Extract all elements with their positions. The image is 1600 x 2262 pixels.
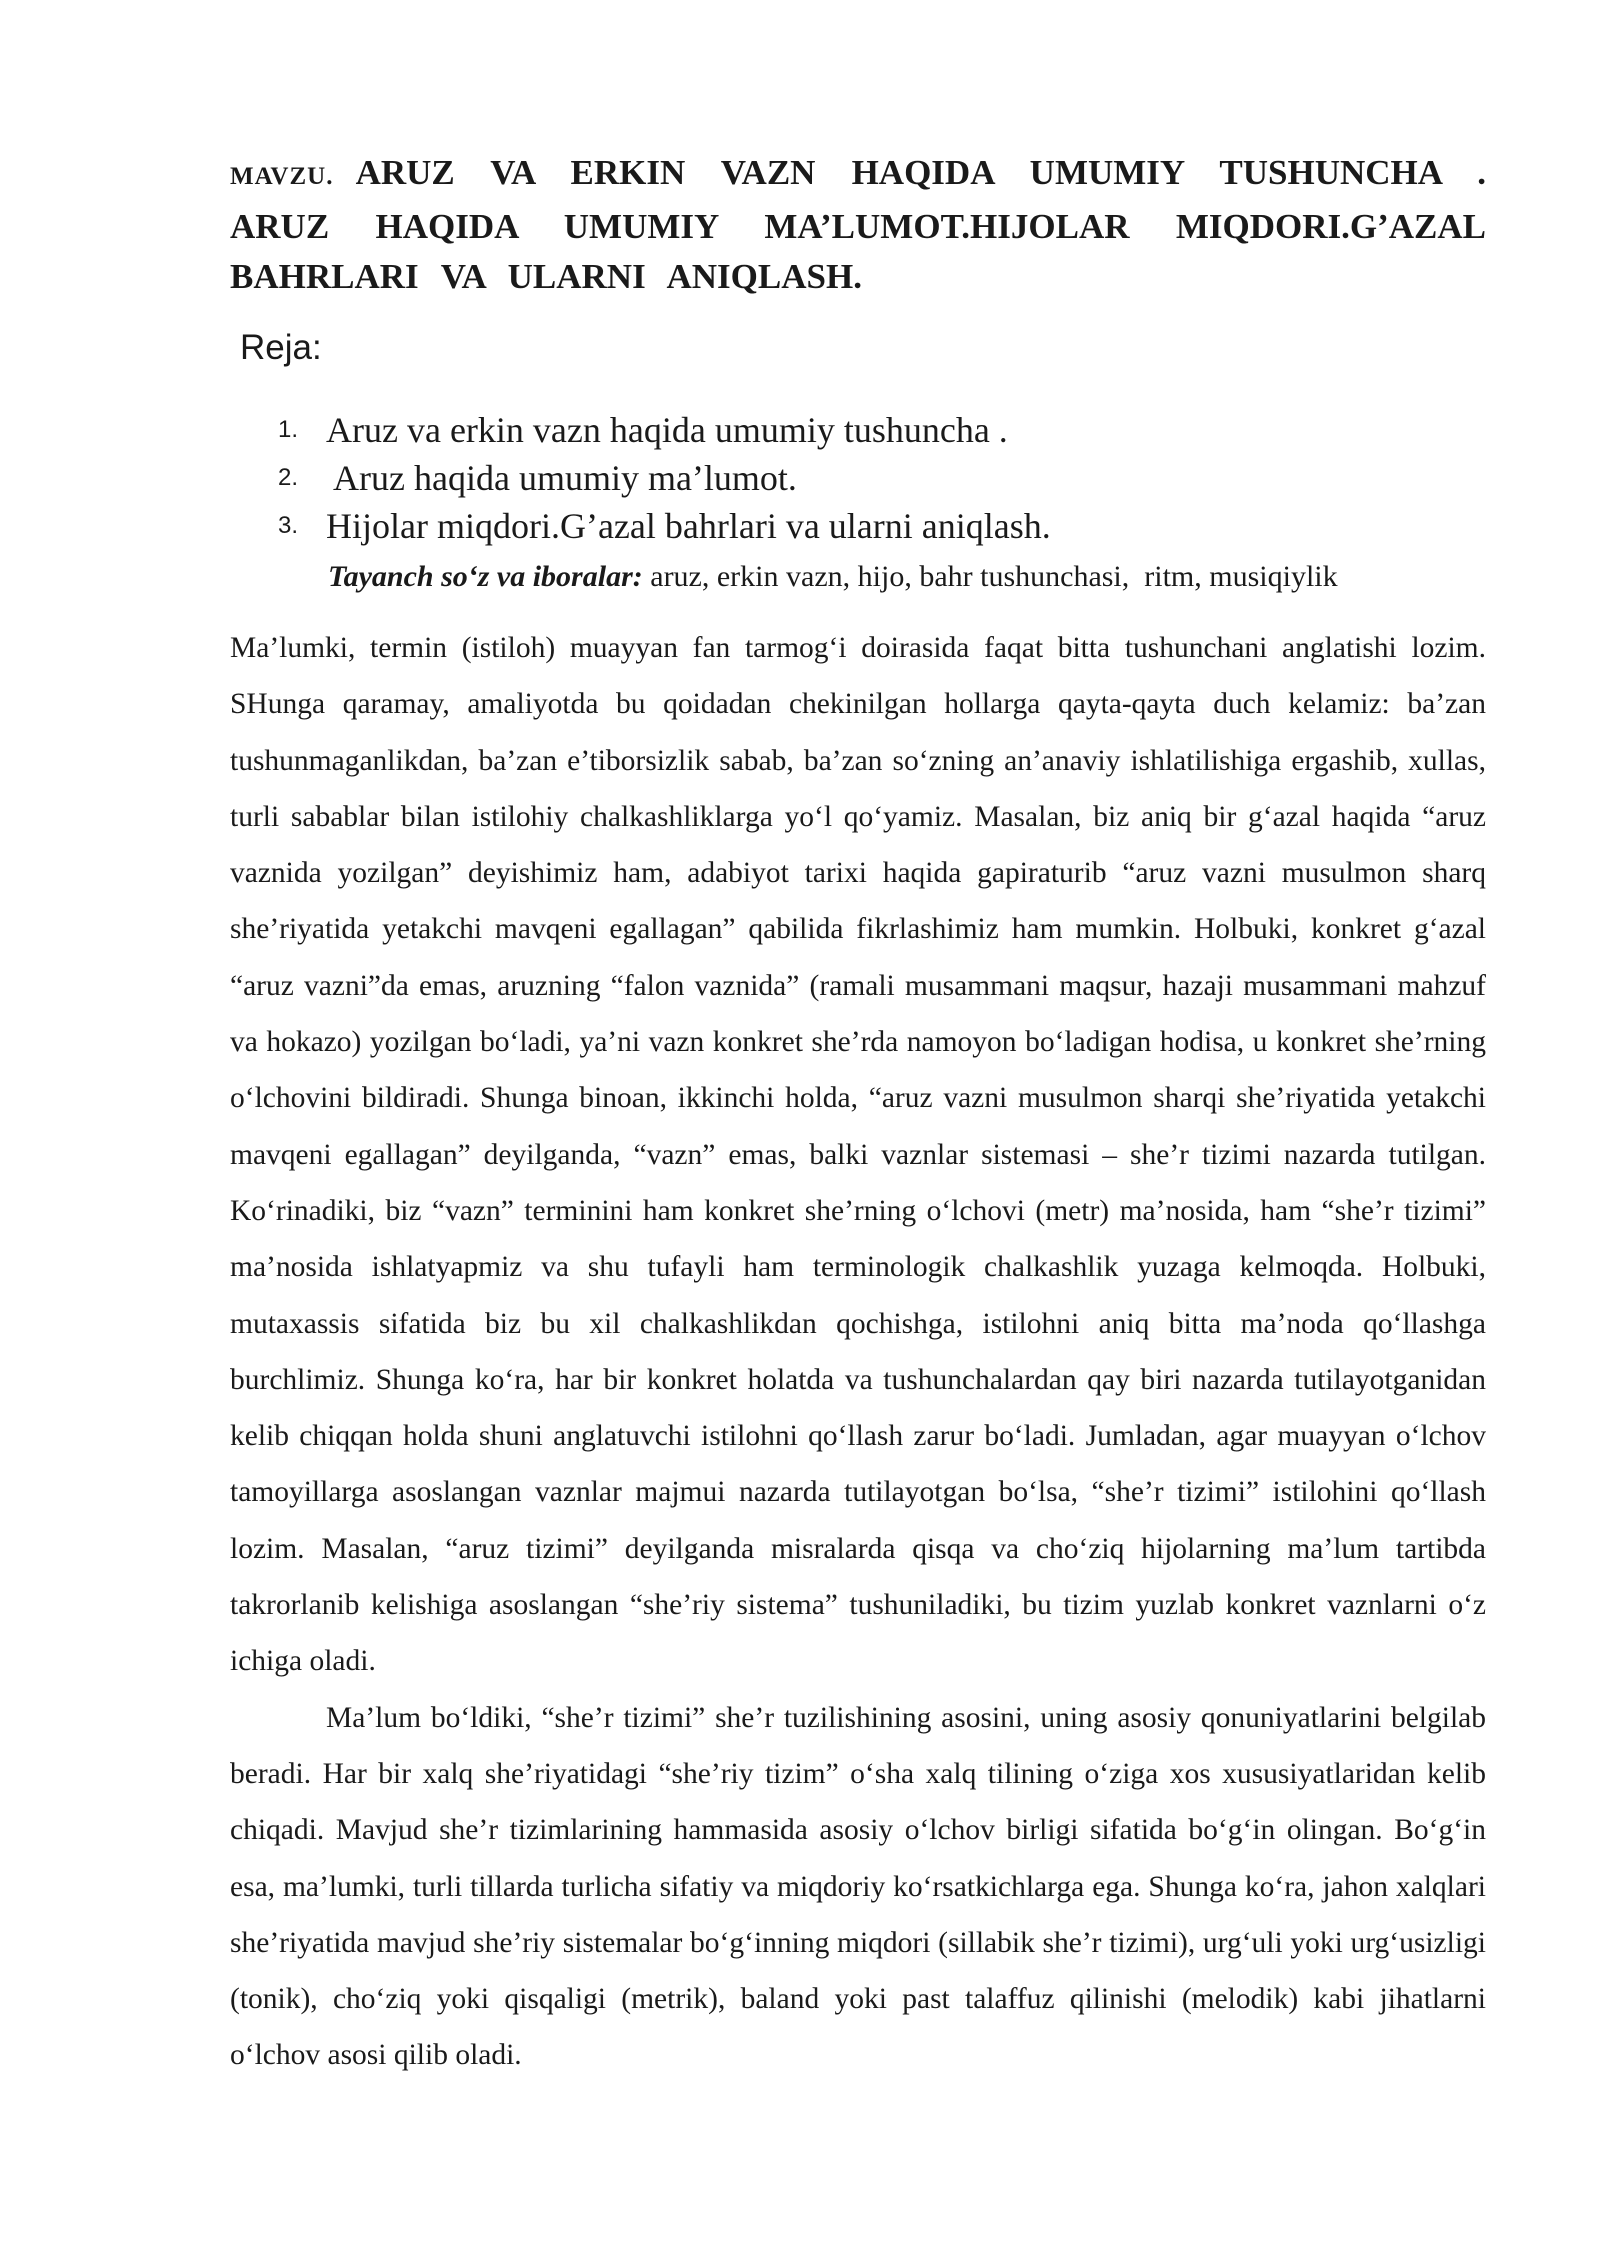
plan-item-number: 3. [278,512,299,539]
title-text: ARUZ VA ERKIN VAZN HAQIDA UMUMIY TUSHUNCHA . ARUZ HAQIDA UMUMIY MA’LUMOT.HIJOLAR MIQDORI.G’AZAL BAHRLARI VA ULARNI ANIQLASH. [230,153,1486,296]
plan-item-text: Aruz va erkin vazn haqida umumiy tushuncha . [326,410,1008,450]
plan-item-text: Aruz haqida umumiy ma’lumot. [326,458,797,498]
keywords-text: aruz, erkin vazn, hijo, bahr tushunchasi, ritm, musiqiylik [642,560,1338,593]
plan-item-text: Hijolar miqdori.G’azal bahrlari va ularni aniqlash. [326,506,1051,546]
body-text [230,620,1486,2084]
plan-heading: Reja: [240,328,322,367]
plan-item-number: 2. [278,464,299,491]
paragraph: Ma’lumki, termin (istiloh) muayyan fan tarmog‘i doirasida faqat bitta tushunchani anglatishi lozim. SHunga qaramay, amaliyotda bu qoidadan chekinilgan hollarga qayta-qayta duch kelamiz: ba’zan tushunmaganlikdan, ba’zan e’tiborsizlik sabab, ba’zan so‘zning an’anaviy ishlatilishiga ergashib, xullas, turli sabablar bilan istilohiy chalkashliklarga yo‘l qo‘yamiz. Masalan, biz aniq bir g‘azal haqida “aruz vaznida yozilgan” deyishimiz ham, adabiyot tarixi haqida gapiraturib “aruz vazni musulmon sharq she’riyatida yetakchi mavqeni egallagan” qabilida fikrlashimiz ham mumkin. Holbuki, konkret g‘azal “aruz vazni”da emas, aruzning “falon vaznida” (ramali musammani maqsur, hazaji musammani mahzuf va hokazo) yozilgan bo‘ladi, ya’ni vazn konkret she’rda namoyon bo‘ladigan hodisa, u konkret she’rning o‘lchovini bildiradi. Shunga binoan, ikkinchi holda, “aruz vazni musulmon sharqi she’riyatida yetakchi mavqeni egallagan” deyilganda, “vazn” emas, balki vaznlar sistemasi – she’r tizimi nazarda tutilgan. Ko‘rinadiki, biz “vazn” terminini ham konkret she’rning o‘lchovi (metr) ma’nosida, ham “she’r tizimi” ma’nosida ishlatyapmiz va shu tufayli ham terminologik chalkashlik yuzaga kelmoqda. Holbuki, mutaxassis sifatida biz bu xil chalkashlikdan qochishga, istilohni aniq bitta ma’noda qo‘llashga burchlimiz. Shunga ko‘ra, har bir konkret holatda va tushunchalardan qay biri nazarda tutilayotganidan kelib chiqqan holda shuni anglatuvchi istilohni qo‘llash zarur bo‘ladi. Jumladan, agar muayyan o‘lchov tamoyillarga asoslangan vaznlar majmui nazarda tutilayotgan bo‘lsa, “she’r tizimi” istilohini qo‘llash lozim. Masalan, “aruz tizimi” deyilganda misralarda qisqa va cho‘ziq hijolarning ma’lum tartibda takrorlanib kelishiga asoslangan “she’riy sistema” tushuniladiki, bu tizim yuzlab konkret vaznlarni o‘z ichiga oladi. [230,632,1486,1678]
keywords-label: Tayanch so‘z va iboralar: [328,560,643,593]
document-title [230,148,1486,302]
keywords-line [328,555,1338,599]
plan-item-number: 1. [278,416,299,443]
paragraph: Ma’lum bo‘ldiki, “she’r tizimi” she’r tuzilishining asosini, uning asosiy qonuniyatlarini belgilab beradi. Har bir xalq she’riyatidagi “she’riy tizim” o‘sha xalq tilining o‘ziga xos xususiyatlaridan kelib chiqadi. Mavjud she’r tizimlarining hammasida asosiy o‘lchov birligi sifatida bo‘g‘in olingan. Bo‘g‘in esa, ma’lumki, turli tillarda turlicha sifatiy va miqdoriy ko‘rsatkichlarga ega. Shunga ko‘ra, jahon xalqlari she’riyatida mavjud she’riy sistemalar bo‘g‘inning miqdori (sillabik she’r tizimi), urg‘uli yoki urg‘usizligi (tonik), cho‘ziq yoki qisqaligi (metrik), baland yoki past talaffuz qilinishi (melodik) kabi jihatlarni o‘lchov asosi qilib oladi. [230,1701,1486,2072]
title-prefix: MAVZU. [230,163,334,190]
